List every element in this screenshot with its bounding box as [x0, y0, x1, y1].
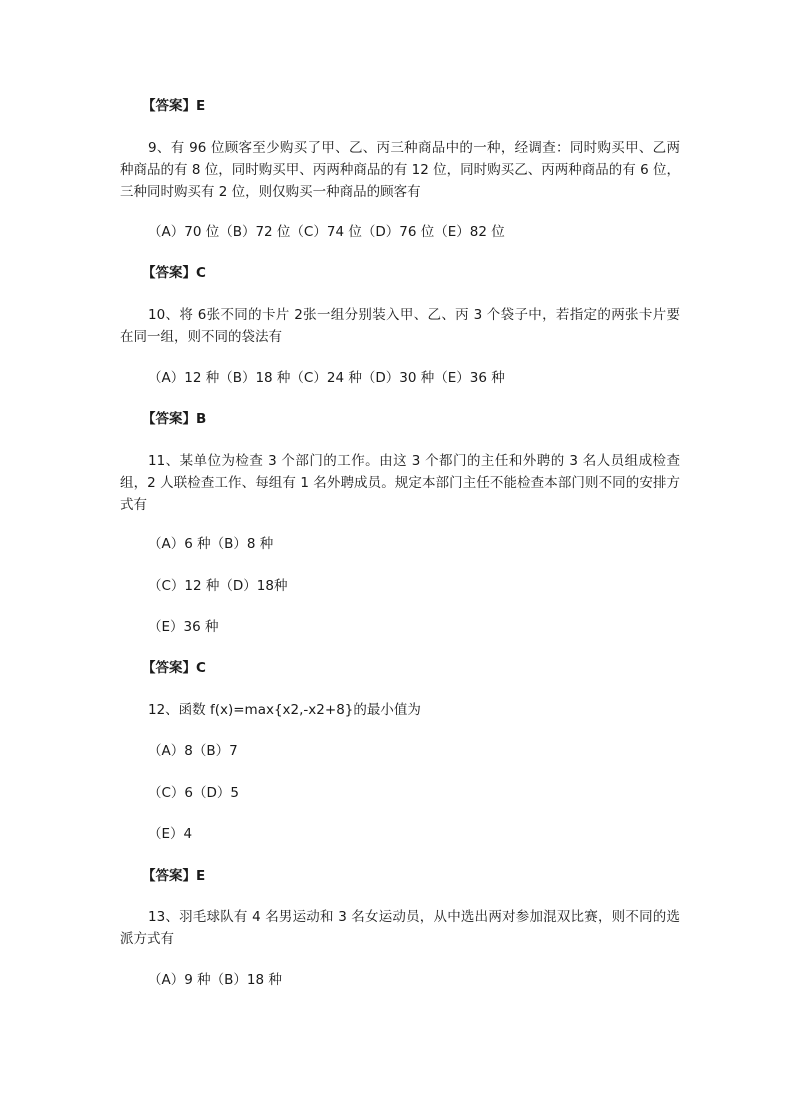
options-line: （A）9 种（B）18 种 [148, 972, 282, 988]
answer-line: 【答案】E [142, 868, 206, 884]
options-line: （A）8（B）7 [148, 743, 238, 759]
options-line: （C）12 种（D）18种 [148, 578, 288, 594]
options-line: （A）12 种（B）18 种（C）24 种（D）30 种（E）36 种 [148, 370, 505, 386]
options-line: （E）36 种 [148, 619, 219, 635]
options-line: （A）6 种（B）8 种 [148, 536, 274, 552]
answer-line: 【答案】B [142, 411, 207, 427]
question-13: 13、羽毛球队有 4 名男运动和 3 名女运动员，从中选出两对参加混双比赛，则不同的选派方式有 [120, 909, 680, 947]
answer-line: 【答案】C [142, 660, 206, 676]
options-line: （A）70 位（B）72 位（C）74 位（D）76 位（E）82 位 [148, 224, 505, 240]
answer-line: 【答案】E [142, 98, 206, 114]
options-line: （E）4 [148, 826, 193, 842]
options-line: （C）6（D）5 [148, 785, 239, 801]
answer-line: 【答案】C [142, 265, 206, 281]
question-9: 9、有 96 位顾客至少购买了甲、乙、丙三种商品中的一种，经调查：同时购买甲、乙两种商品的有 8 位，同时购买甲、丙两种商品的有 12 位，同时购买乙、丙两种商品的有 6 位，三种同时购买有 2 位，则仅购买一种商品的顾客有 [120, 140, 680, 200]
question-12: 12、函数 f(x)=max{x2,-x2+8}的最小值为 [148, 702, 421, 718]
question-11: 11、某单位为检查 3 个部门的工作。由这 3 个都门的主任和外聘的 3 名人员组成检查组，2 人联检查工作、每组有 1 名外聘成员。规定本部门主任不能检查本部门则不同的安排方式有 [120, 453, 680, 513]
question-10: 10、将 6张不同的卡片 2张一组分别装入甲、乙、丙 3 个袋子中，若指定的两张卡片要在同一组，则不同的袋法有 [120, 307, 680, 345]
